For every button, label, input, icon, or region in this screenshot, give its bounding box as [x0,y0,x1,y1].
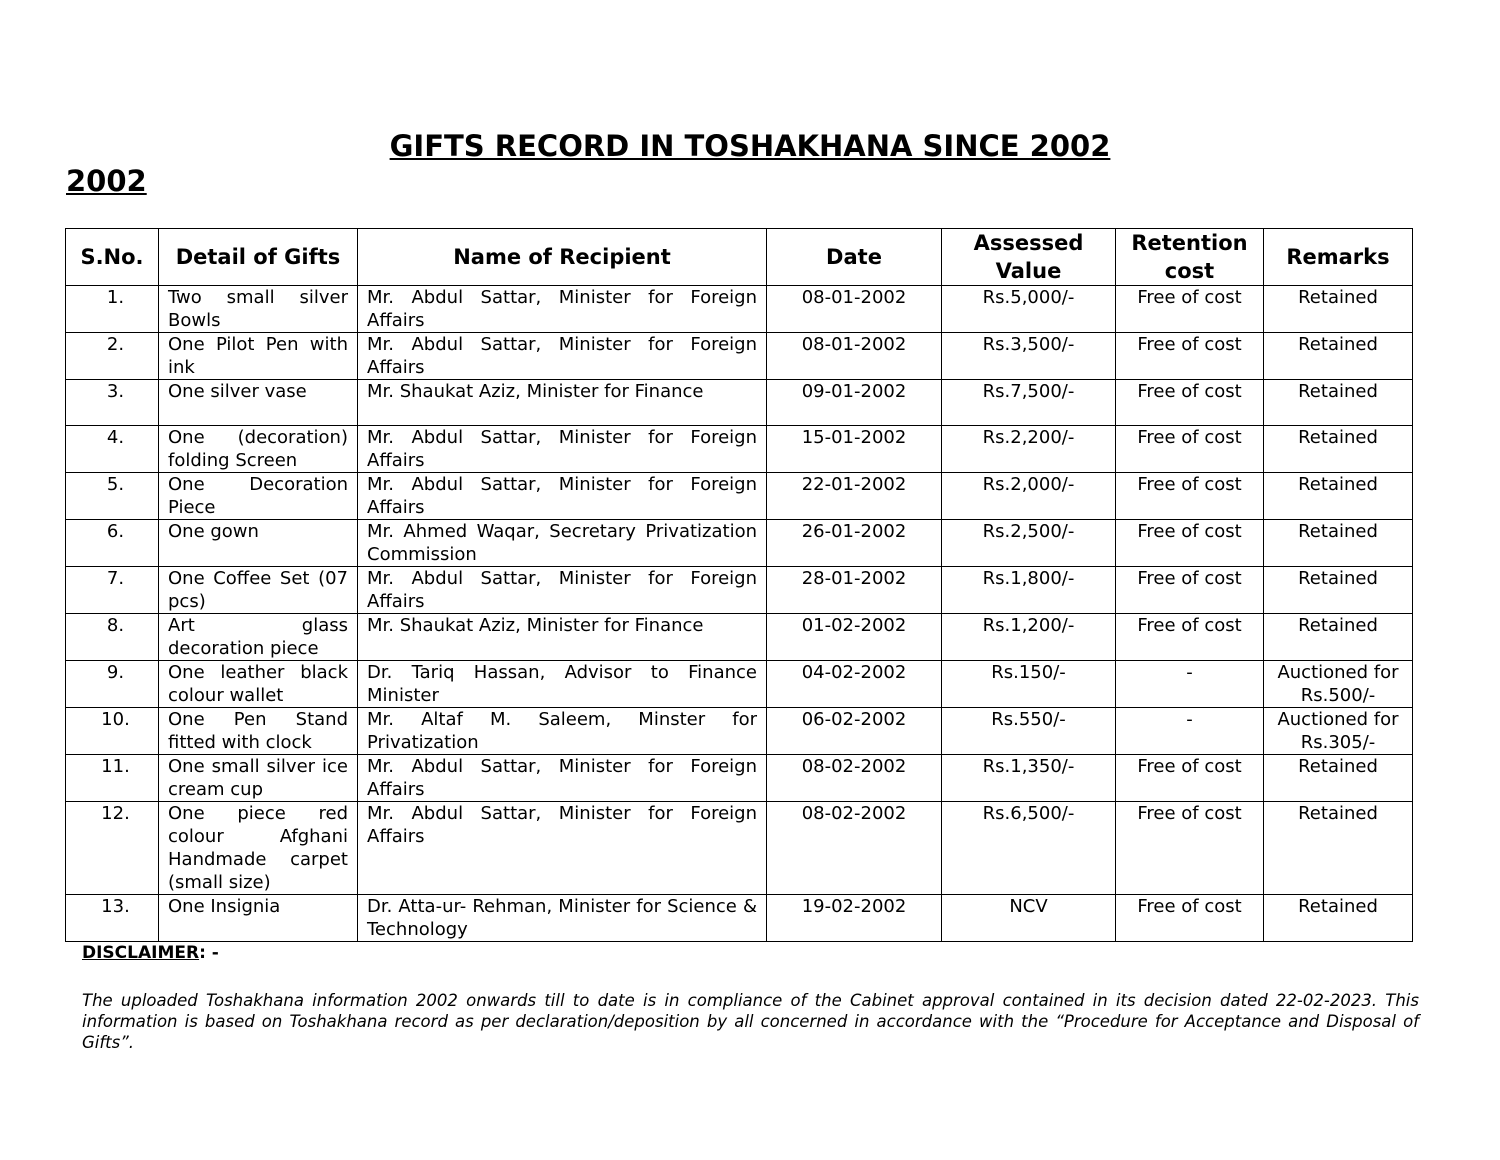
header-name-of-recipient: Name of Recipient [358,229,767,286]
table-row [66,895,1413,942]
page-title: GIFTS RECORD IN TOSHAKHANA SINCE 2002 [389,129,1111,163]
cell-assessed-value: NCV [942,895,1116,942]
cell-name-of-recipient: Mr. Shaukat Aziz, Minister for Finance [358,380,767,426]
cell-date: 08-01-2002 [767,286,942,333]
cell-sno: 13. [66,895,159,942]
gifts-table [65,228,1413,942]
cell-detail-of-gifts: One gown [159,520,358,567]
disclaimer-label: DISCLAIMER [82,943,200,963]
cell-retention-cost: Free of cost [1116,473,1264,520]
header-detail-of-gifts: Detail of Gifts [159,229,358,286]
cell-assessed-value: Rs.1,800/- [942,567,1116,614]
table-row [66,802,1413,895]
cell-name-of-recipient: Mr. Shaukat Aziz, Minister for Finance [358,614,767,661]
cell-remarks: Retained [1264,333,1413,380]
cell-assessed-value: Rs.1,200/- [942,614,1116,661]
cell-assessed-value: Rs.2,200/- [942,426,1116,473]
cell-assessed-value: Rs.7,500/- [942,380,1116,426]
cell-sno: 6. [66,520,159,567]
cell-date: 28-01-2002 [767,567,942,614]
cell-name-of-recipient: Mr. Abdul Sattar, Minister for Foreign Affairs [358,473,767,520]
cell-retention-cost: Free of cost [1116,426,1264,473]
cell-detail-of-gifts: One small silver ice cream cup [159,755,358,802]
cell-date: 01-02-2002 [767,614,942,661]
cell-remarks: Retained [1264,567,1413,614]
cell-name-of-recipient: Mr. Abdul Sattar, Minister for Foreign Affairs [358,802,767,895]
table-row [66,755,1413,802]
cell-retention-cost: Free of cost [1116,286,1264,333]
cell-detail-of-gifts: One Coffee Set (07 pcs) [159,567,358,614]
table-row [66,333,1413,380]
cell-detail-of-gifts: One Pilot Pen with ink [159,333,358,380]
cell-retention-cost: Free of cost [1116,755,1264,802]
cell-detail-of-gifts: One leather black colour wallet [159,661,358,708]
cell-detail-of-gifts: One Insignia [159,895,358,942]
cell-sno: 4. [66,426,159,473]
cell-name-of-recipient: Mr. Ahmed Waqar, Secretary Privatization Commission [358,520,767,567]
cell-date: 08-01-2002 [767,333,942,380]
cell-name-of-recipient: Dr. Tariq Hassan, Advisor to Finance Minister [358,661,767,708]
cell-date: 22-01-2002 [767,473,942,520]
cell-date: 09-01-2002 [767,380,942,426]
cell-remarks: Retained [1264,755,1413,802]
table-row [66,708,1413,755]
cell-remarks: Auctioned for Rs.305/- [1264,708,1413,755]
cell-remarks: Retained [1264,614,1413,661]
header-remarks: Remarks [1264,229,1413,286]
cell-assessed-value: Rs.3,500/- [942,333,1116,380]
disclaimer-suffix: : - [199,943,219,963]
cell-sno: 8. [66,614,159,661]
cell-remarks: Retained [1264,802,1413,895]
cell-sno: 3. [66,380,159,426]
cell-detail-of-gifts: One piece red colour Afghani Handmade carpet (small size) [159,802,358,895]
disclaimer-text: The uploaded Toshakhana information 2002 onwards till to date is in compliance of the Cabinet approval contained in its decision dated 22-02-2023. This information is based on Toshakhana record as per declaration/deposition by all concerned in accordance with the “Procedure for Acceptance and Disposal of Gifts”. [82,991,1419,1052]
cell-assessed-value: Rs.2,000/- [942,473,1116,520]
cell-name-of-recipient: Dr. Atta-ur- Rehman, Minister for Science & Technology [358,895,767,942]
table-row [66,473,1413,520]
cell-name-of-recipient: Mr. Abdul Sattar, Minister for Foreign Affairs [358,286,767,333]
cell-retention-cost: Free of cost [1116,802,1264,895]
cell-retention-cost: Free of cost [1116,895,1264,942]
cell-detail-of-gifts: One Pen Stand fitted with clock [159,708,358,755]
cell-sno: 12. [66,802,159,895]
header-date: Date [767,229,942,286]
cell-sno: 2. [66,333,159,380]
cell-sno: 5. [66,473,159,520]
cell-retention-cost: - [1116,661,1264,708]
table-header-row [66,229,1413,286]
cell-assessed-value: Rs.5,000/- [942,286,1116,333]
cell-remarks: Retained [1264,473,1413,520]
cell-sno: 1. [66,286,159,333]
cell-date: 08-02-2002 [767,802,942,895]
table-row [66,286,1413,333]
cell-detail-of-gifts: Two small silver Bowls [159,286,358,333]
cell-name-of-recipient: Mr. Abdul Sattar, Minister for Foreign Affairs [358,567,767,614]
cell-remarks: Retained [1264,380,1413,426]
cell-sno: 9. [66,661,159,708]
cell-remarks: Auctioned for Rs.500/- [1264,661,1413,708]
table-row [66,426,1413,473]
cell-remarks: Retained [1264,895,1413,942]
cell-retention-cost: - [1116,708,1264,755]
table-row [66,661,1413,708]
cell-retention-cost: Free of cost [1116,520,1264,567]
cell-sno: 10. [66,708,159,755]
cell-date: 15-01-2002 [767,426,942,473]
cell-name-of-recipient: Mr. Altaf M. Saleem, Minster for Privatization [358,708,767,755]
table-row [66,567,1413,614]
cell-assessed-value: Rs.2,500/- [942,520,1116,567]
cell-retention-cost: Free of cost [1116,333,1264,380]
disclaimer-heading [82,942,219,964]
cell-sno: 7. [66,567,159,614]
cell-assessed-value: Rs.1,350/- [942,755,1116,802]
table-body [66,286,1413,942]
table-row [66,520,1413,567]
cell-date: 04-02-2002 [767,661,942,708]
cell-retention-cost: Free of cost [1116,380,1264,426]
cell-remarks: Retained [1264,286,1413,333]
cell-detail-of-gifts: Art glass decoration piece [159,614,358,661]
cell-assessed-value: Rs.550/- [942,708,1116,755]
header-assessed-value: Assessed Value [942,229,1116,286]
cell-retention-cost: Free of cost [1116,567,1264,614]
cell-remarks: Retained [1264,520,1413,567]
cell-date: 26-01-2002 [767,520,942,567]
cell-detail-of-gifts: One silver vase [159,380,358,426]
cell-name-of-recipient: Mr. Abdul Sattar, Minister for Foreign Affairs [358,426,767,473]
year-heading: 2002 [66,164,147,198]
cell-remarks: Retained [1264,426,1413,473]
cell-detail-of-gifts: One Decoration Piece [159,473,358,520]
table-row [66,380,1413,426]
table-row [66,614,1413,661]
cell-detail-of-gifts: One (decoration) folding Screen [159,426,358,473]
cell-date: 19-02-2002 [767,895,942,942]
cell-name-of-recipient: Mr. Abdul Sattar, Minister for Foreign Affairs [358,755,767,802]
header-sno: S.No. [66,229,159,286]
cell-assessed-value: Rs.6,500/- [942,802,1116,895]
cell-date: 08-02-2002 [767,755,942,802]
cell-date: 06-02-2002 [767,708,942,755]
cell-retention-cost: Free of cost [1116,614,1264,661]
header-retention-cost: Retention cost [1116,229,1264,286]
cell-sno: 11. [66,755,159,802]
cell-assessed-value: Rs.150/- [942,661,1116,708]
cell-name-of-recipient: Mr. Abdul Sattar, Minister for Foreign Affairs [358,333,767,380]
